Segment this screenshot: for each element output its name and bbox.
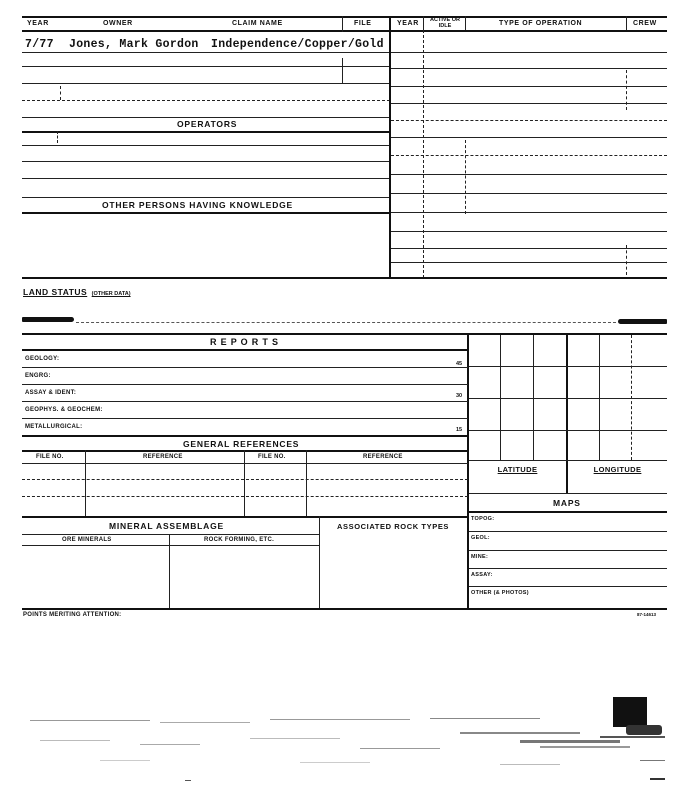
claims-line — [22, 52, 390, 53]
map-row-label: OTHER (& PHOTOS) — [471, 590, 529, 596]
map-line — [469, 568, 667, 569]
op-col-divider — [423, 16, 424, 30]
map-line — [469, 550, 667, 551]
gen-ref-header-rule — [22, 463, 468, 464]
op-header-year: YEAR — [397, 20, 419, 27]
report-line — [22, 401, 468, 402]
gen-ref-col-divider — [244, 450, 245, 516]
operation-line — [391, 86, 667, 87]
operators-line — [22, 161, 390, 162]
op-col-divider — [626, 16, 627, 30]
other-persons-top-rule — [22, 197, 390, 198]
op-header-active-idle: ACTIVE OR IDLE — [430, 17, 460, 29]
other-persons-title: OTHER PERSONS HAVING KNOWLEDGE — [102, 200, 294, 210]
header-file: FILE — [354, 20, 372, 27]
top-bottom-rule — [22, 277, 667, 279]
claims-header-rule — [22, 30, 390, 32]
map-row-label: MINE: — [471, 554, 489, 560]
operation-line — [391, 248, 667, 249]
reports-title: R E P O R T S — [210, 337, 279, 347]
report-scale-number: 15 — [456, 427, 463, 433]
operation-line — [391, 68, 667, 69]
coord-grid-line — [469, 430, 667, 431]
reports-header-rule — [22, 349, 468, 351]
operators-title: OPERATORS — [177, 119, 238, 129]
associated-rock-types-header: ASSOCIATED ROCK TYPES — [336, 522, 450, 531]
operation-line — [391, 174, 667, 175]
operation-line — [391, 52, 667, 53]
gen-ref-col-divider — [85, 450, 86, 516]
land-status-heading — [23, 282, 131, 300]
operators-line — [22, 145, 390, 146]
operation-line — [391, 231, 667, 232]
report-scale-number: 30 — [456, 393, 463, 399]
map-row-label: TOPOG: — [471, 516, 495, 522]
mineral-header-rule — [22, 534, 319, 535]
land-status-note: (OTHER DATA) — [91, 291, 131, 297]
operators-tick — [57, 131, 58, 143]
mineral-subheader-rule — [22, 545, 319, 546]
coord-grid-line — [469, 460, 667, 461]
mineral-assemblage-title: MINERAL ASSEMBLAGE — [109, 521, 224, 531]
mineral-col-divider — [169, 534, 170, 609]
map-row-label: ASSAY: — [471, 572, 493, 578]
report-label: ENGRG: — [25, 373, 51, 379]
longitude-label: LONGITUDE — [593, 465, 642, 474]
report-scale-number: 45 — [456, 361, 463, 367]
gen-ref-header-file-no: FILE NO. — [258, 454, 286, 460]
coord-grid-line — [469, 366, 667, 367]
claims-tick — [60, 86, 61, 100]
latitude-label: LATITUDE — [497, 465, 538, 474]
claims-top-rule — [22, 16, 390, 18]
header-year: YEAR — [27, 20, 49, 27]
land-status-title: LAND STATUS — [23, 287, 88, 297]
claims-line — [22, 100, 390, 101]
smudge-mark — [22, 317, 74, 322]
claims-line — [22, 83, 390, 84]
operation-line — [391, 212, 667, 213]
report-label: GEOLOGY: — [25, 356, 60, 362]
op-col-divider — [626, 70, 627, 110]
gen-ref-col-divider — [306, 450, 307, 516]
other-persons-header-rule — [22, 212, 390, 214]
report-line — [22, 384, 468, 385]
report-line — [22, 418, 468, 419]
gen-ref-header-reference: REFERENCE — [143, 454, 183, 460]
map-line — [469, 586, 667, 587]
claims-line — [22, 66, 390, 67]
maps-title: MAPS — [553, 498, 581, 508]
report-label: ASSAY & IDENT: — [25, 390, 77, 396]
maps-header-rule — [469, 511, 667, 513]
operators-header-rule — [22, 131, 390, 133]
operators-top-rule — [22, 117, 390, 118]
top-center-divider — [389, 16, 391, 278]
file-col-divider-lower — [342, 58, 343, 83]
header-owner: OWNER — [103, 20, 133, 27]
operation-header-rule — [391, 30, 667, 32]
reports-top-rule — [22, 333, 667, 335]
ore-minerals-header: ORE MINERALS — [62, 537, 112, 543]
operation-line — [391, 262, 667, 263]
black-corner-block — [613, 697, 647, 727]
smudge-mark — [618, 319, 667, 324]
operation-line — [391, 120, 667, 121]
gen-ref-header-reference: REFERENCE — [363, 454, 403, 460]
general-references-title: GENERAL REFERENCES — [183, 439, 300, 449]
map-line — [469, 531, 667, 532]
gen-ref-header-file-no: FILE NO. — [36, 454, 64, 460]
operation-line — [391, 103, 667, 104]
header-claim-name: CLAIM NAME — [232, 20, 283, 27]
map-row-label: GEOL: — [471, 535, 490, 541]
claim-name-cell: Independence/Copper/Gold — [211, 38, 384, 51]
points-meriting-attention-label: POINTS MERITING ATTENTION: — [23, 612, 122, 618]
op-header-crew: CREW — [633, 20, 657, 27]
bottom-rule — [22, 608, 667, 610]
file-col-divider — [342, 16, 343, 32]
op-col-divider — [465, 140, 466, 214]
gen-ref-line — [22, 479, 468, 480]
claim-year-cell: 7/77 — [25, 38, 54, 51]
report-label: METALLURGICAL: — [25, 424, 83, 430]
rock-forming-header: ROCK FORMING, ETC. — [204, 537, 275, 543]
gen-ref-line — [22, 496, 468, 497]
report-label: GEOPHYS. & GEOCHEM: — [25, 407, 103, 413]
operation-line — [391, 155, 667, 156]
claim-owner-cell: Jones, Mark Gordon — [69, 38, 199, 51]
operators-line — [22, 178, 390, 179]
operation-line — [391, 137, 667, 138]
report-line — [22, 367, 468, 368]
form-number: 87-14613 — [637, 612, 657, 617]
gen-ref-bottom-rule — [22, 516, 468, 518]
op-col-divider — [465, 16, 466, 30]
land-status-line — [76, 322, 616, 323]
reports-bottom-rule — [22, 435, 468, 437]
coord-grid-line — [469, 398, 667, 399]
operation-line — [391, 193, 667, 194]
gen-ref-top-rule — [22, 450, 468, 452]
op-header-type: TYPE OF OPERATION — [499, 20, 583, 27]
op-col-divider — [626, 245, 627, 275]
coord-bottom-rule — [469, 493, 667, 494]
